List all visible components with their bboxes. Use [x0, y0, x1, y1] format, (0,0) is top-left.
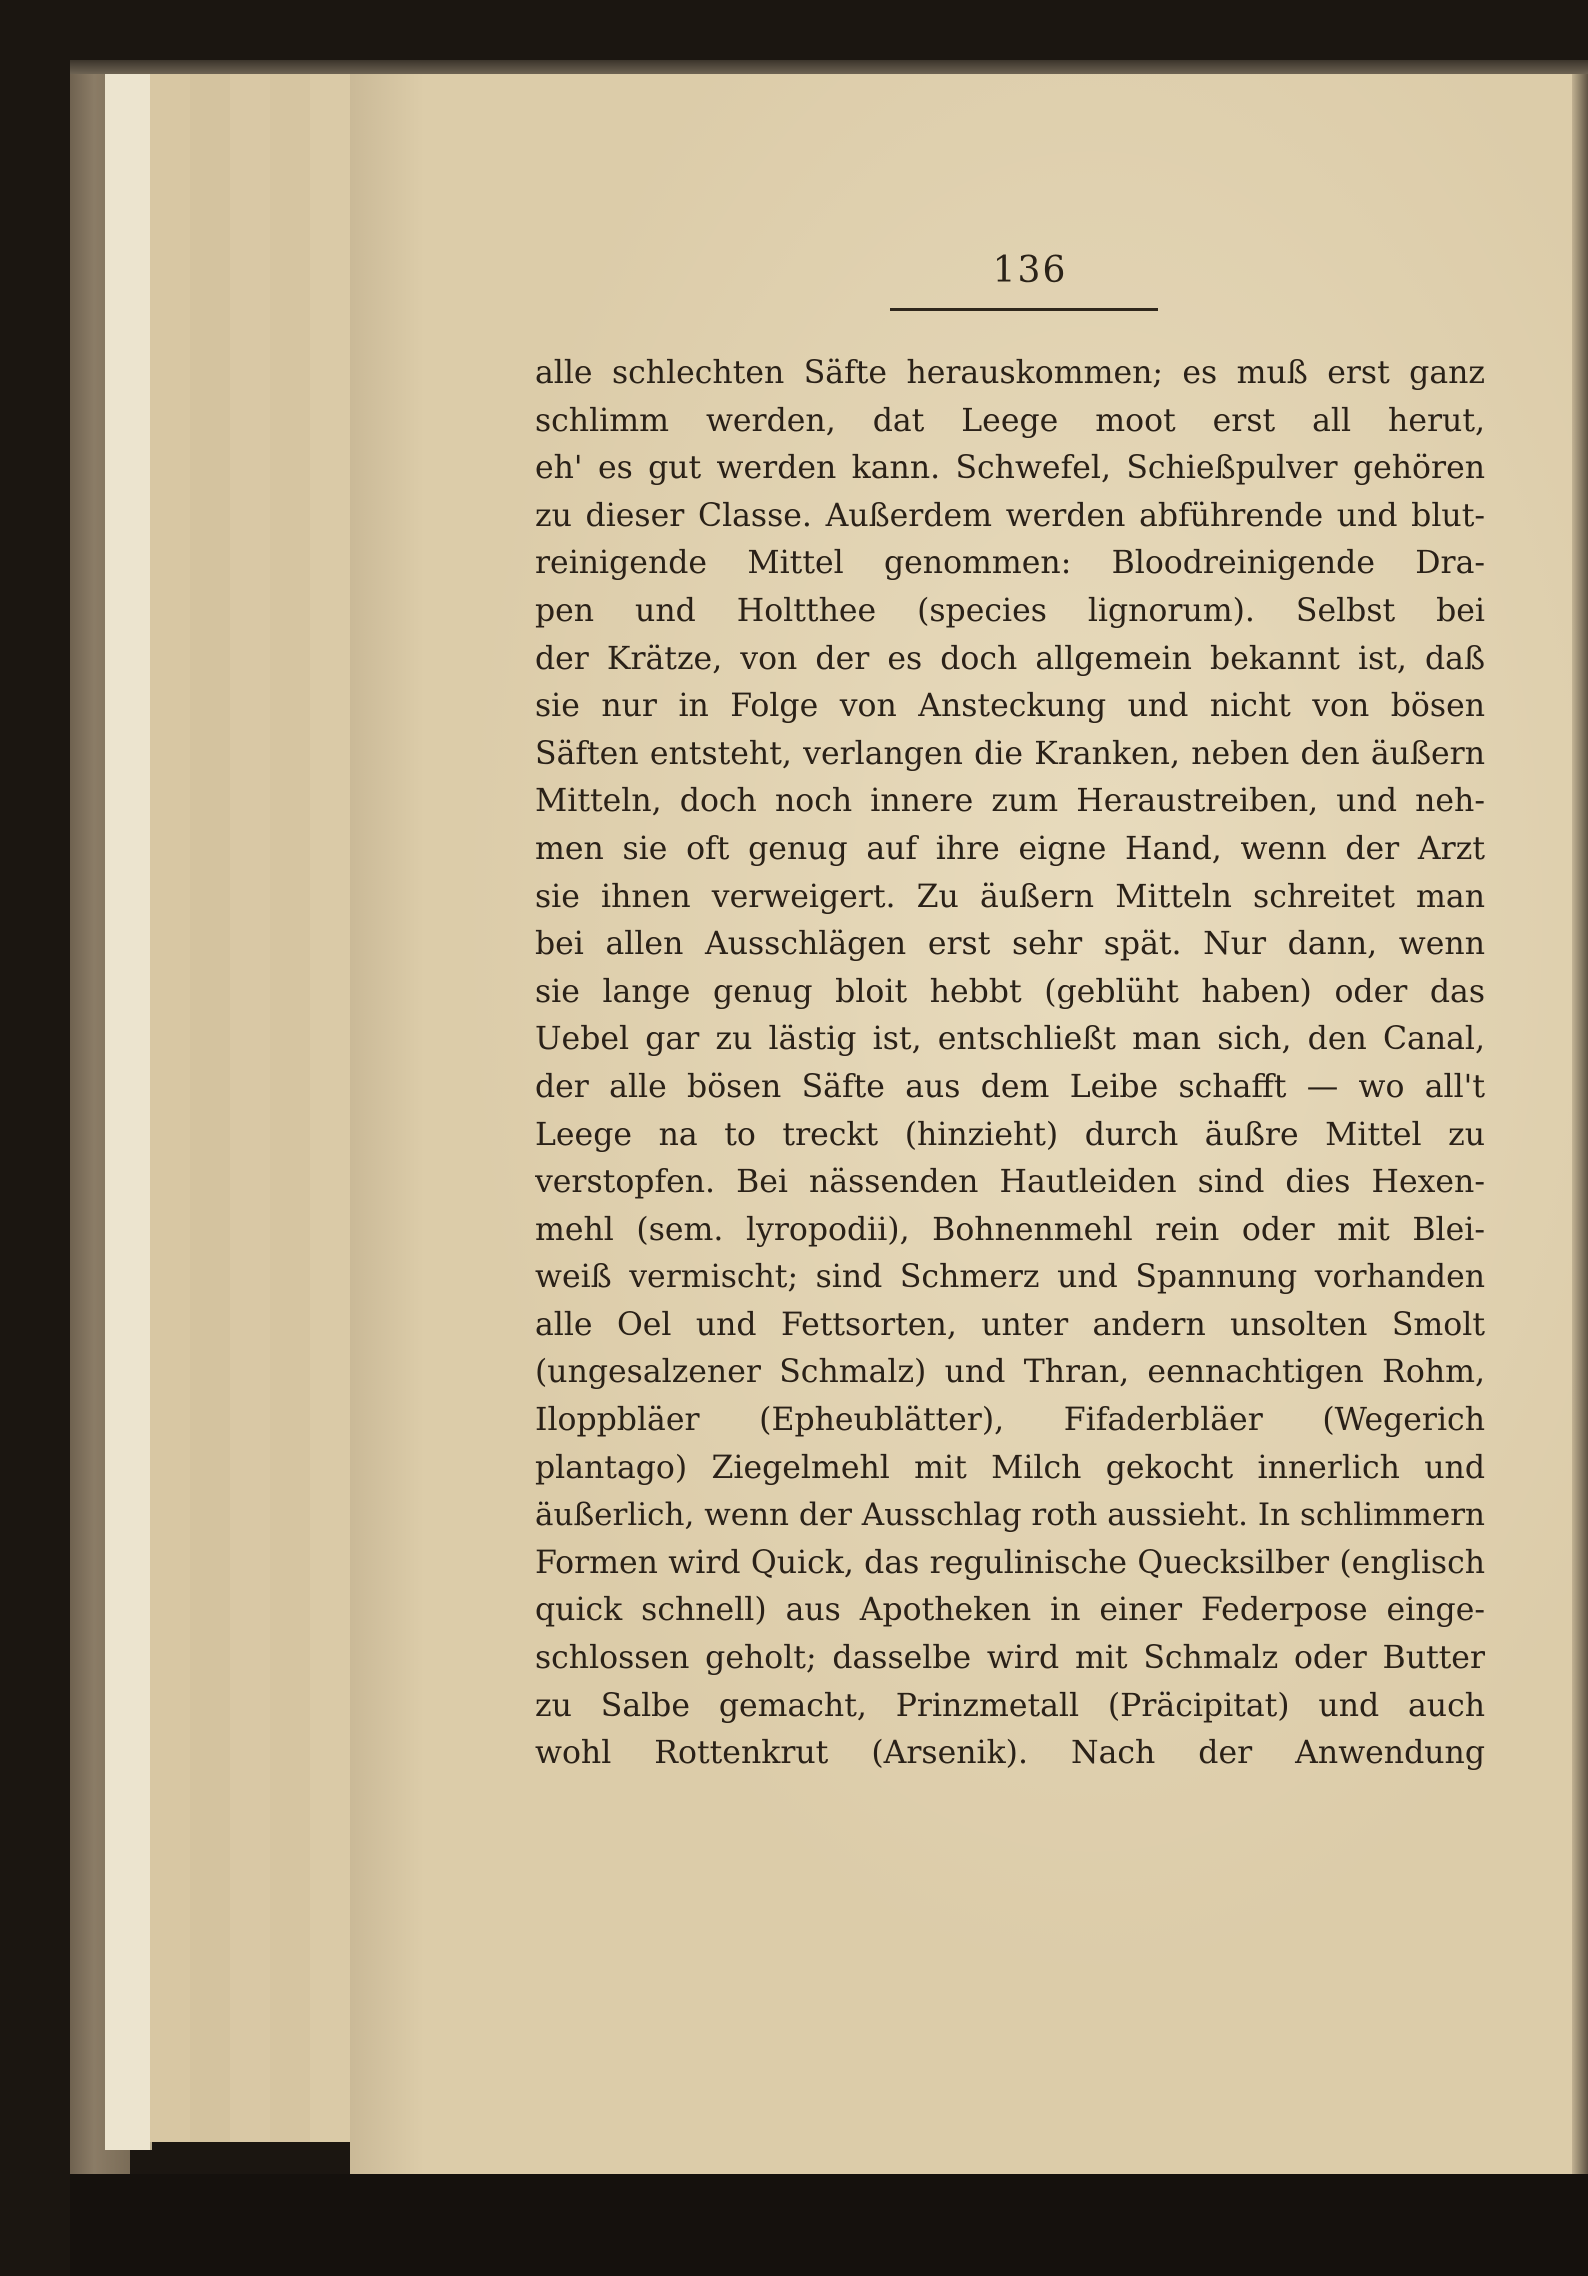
book-bottom-shadow — [70, 2174, 1588, 2276]
text-line: wohl Rottenkrut (Arsenik). Nach der Anwendung — [535, 1735, 1485, 1772]
text-line: zu Salbe gemacht, Prinzmetall (Präcipitat) und auch — [535, 1687, 1485, 1724]
text-line: Uebel gar zu lästig ist, entschließt man sich, den Canal, — [535, 1021, 1485, 1058]
header-rule — [890, 308, 1158, 311]
previous-page-edge — [150, 72, 192, 2142]
previous-page-edge — [230, 72, 272, 2142]
text-line: sie ihnen verweigert. Zu äußern Mitteln schreitet man — [535, 878, 1485, 915]
text-line: äußerlich, wenn der Ausschlag roth aussieht. In schlimmern — [535, 1497, 1485, 1534]
page-number: 136 — [992, 250, 1068, 291]
text-line: der alle bösen Säfte aus dem Leibe schafft — wo all't — [535, 1068, 1485, 1105]
text-line: sie lange genug bloit hebbt (geblüht haben) oder das — [535, 973, 1485, 1010]
text-line: verstopfen. Bei nässenden Hautleiden sind dies Hexen- — [535, 1164, 1485, 1201]
text-line: quick schnell) aus Apotheken in einer Federpose einge- — [535, 1592, 1485, 1629]
text-line: men sie oft genug auf ihre eigne Hand, wenn der Arzt — [535, 830, 1485, 867]
text-line: sie nur in Folge von Ansteckung und nicht von bösen — [535, 688, 1485, 725]
text-line: schlimm werden, dat Leege moot erst all herut, — [535, 402, 1485, 439]
text-line: Leege na to treckt (hinzieht) durch äußre Mittel zu — [535, 1116, 1485, 1153]
text-line: reinigende Mittel genommen: Bloodreinigende Dra- — [535, 545, 1485, 582]
text-line: (ungesalzener Schmalz) und Thran, eennachtigen Rohm, — [535, 1354, 1485, 1391]
text-line: Formen wird Quick, das regulinische Quecksilber (englisch — [535, 1544, 1485, 1581]
text-line: alle schlechten Säfte herauskommen; es muß erst ganz — [535, 355, 1485, 391]
page-right-shadow — [1572, 74, 1588, 2174]
previous-page-edge — [310, 72, 352, 2142]
body-text — [535, 350, 1485, 1778]
text-line: der Krätze, von der es doch allgemein bekannt ist, daß — [535, 640, 1485, 677]
previous-page-edge — [190, 72, 232, 2142]
text-line: alle Oel und Fettsorten, unter andern unsolten Smolt — [535, 1306, 1485, 1343]
previous-page-edge — [270, 72, 312, 2142]
text-line: weiß vermischt; sind Schmerz und Spannung vorhanden — [535, 1259, 1485, 1296]
text-line: Mitteln, doch noch innere zum Heraustreiben, und neh- — [535, 783, 1485, 820]
text-line: zu dieser Classe. Außerdem werden abführende und blut- — [535, 497, 1485, 534]
text-line: Iloppbläer (Epheublätter), Fifaderbläer (Wegerich — [535, 1402, 1485, 1439]
endpaper-edge — [105, 70, 152, 2150]
text-line: mehl (sem. lyropodii), Bohnenmehl rein oder mit Blei- — [535, 1211, 1485, 1248]
text-line: pen und Holtthee (species lignorum). Selbst bei — [535, 592, 1485, 629]
text-line: Säften entsteht, verlangen die Kranken, neben den äußern — [535, 735, 1485, 772]
text-line: eh' es gut werden kann. Schwefel, Schießpulver gehören — [535, 450, 1485, 487]
book-top-edge — [70, 60, 1588, 74]
text-line: plantago) Ziegelmehl mit Milch gekocht innerlich und — [535, 1449, 1485, 1486]
text-line: schlossen geholt; dasselbe wird mit Schmalz oder Butter — [535, 1640, 1485, 1677]
text-line: bei allen Ausschlägen erst sehr spät. Nur dann, wenn — [535, 926, 1485, 963]
